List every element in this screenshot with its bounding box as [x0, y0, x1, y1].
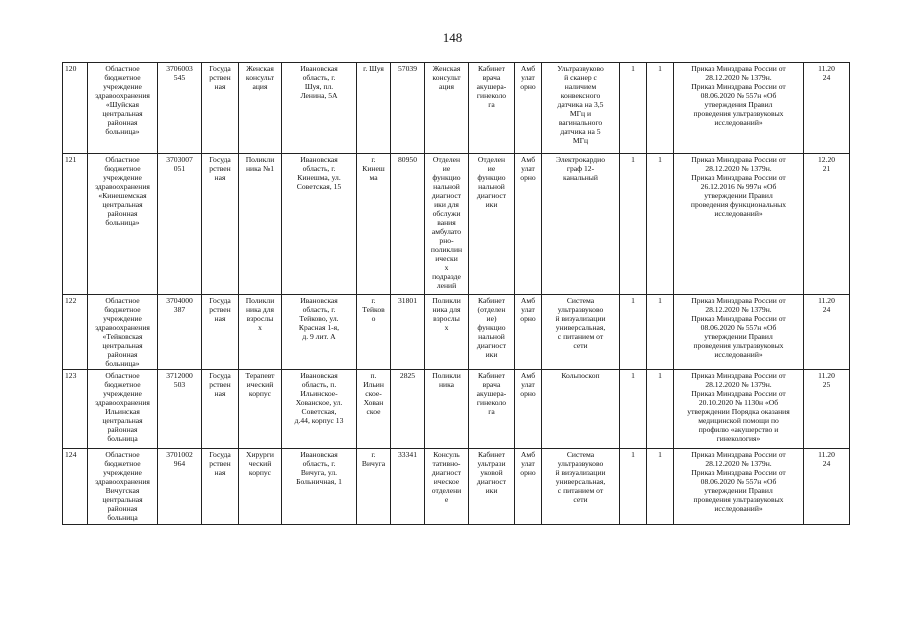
- address-cell: Ивановская область, г. Тейково, ул. Красная 1-я, д. 9 лит. А: [282, 295, 357, 370]
- city-cell: г. Шуя: [357, 63, 391, 154]
- room-cell: Отделен ие функцио нальной диагност ики: [469, 154, 515, 295]
- city-cell: г. Вичуга: [357, 449, 391, 524]
- table-row: [63, 154, 850, 295]
- quantity-cell: 1: [620, 370, 647, 449]
- quantity-cell: 1: [647, 295, 674, 370]
- equipment-cell: Кольпоскоп: [542, 370, 620, 449]
- code-cell: 3706003 545: [158, 63, 202, 154]
- page-number: 148: [442, 30, 463, 45]
- organization-cell: Областное бюджетное учреждение здравоохранения Вичугская центральная районная больница: [88, 449, 158, 524]
- population-cell: 2825: [391, 370, 425, 449]
- order-cell: Приказ Минздрава России от 28.12.2020 № 1379н. Приказ Минздрава России от 08.06.2020 № 557н «Об утверждении Правил проведения ультразвуковых исследований»: [674, 295, 804, 370]
- row-number: 123: [63, 370, 88, 449]
- care-type-cell: Амб улат орно: [515, 370, 542, 449]
- unit-cell: Поликли ника №1: [239, 154, 282, 295]
- city-cell: г. Кинеш ма: [357, 154, 391, 295]
- date-cell: 11.20 25: [804, 370, 850, 449]
- unit-cell: Терапевт ический корпус: [239, 370, 282, 449]
- row-number: 120: [63, 63, 88, 154]
- care-type-cell: Амб улат орно: [515, 449, 542, 524]
- code-cell: 3704000 387: [158, 295, 202, 370]
- room-cell: Кабинет врача акушера- гинеколо га: [469, 63, 515, 154]
- order-cell: Приказ Минздрава России от 28.12.2020 № 1379н. Приказ Минздрава России от 08.06.2020 № 557н «Об утверждения Правил проведения ультразвуковых исследований»: [674, 63, 804, 154]
- department-cell: Консуль тативно- диагност ическое отделени е: [425, 449, 469, 524]
- date-cell: 11.20 24: [804, 63, 850, 154]
- department-cell: Поликли ника для взрослы х: [425, 295, 469, 370]
- order-cell: Приказ Минздрава России от 28.12.2020 № 1379н. Приказ Минздрава России от 08.06.2020 № 557н «Об утверждении Правил проведения ультразвуковых исследований»: [674, 449, 804, 524]
- unit-cell: Хирурги ческий корпус: [239, 449, 282, 524]
- table-row: [63, 370, 850, 449]
- equipment-cell: Ультразвуково й сканер с наличием конвексного датчика на 3,5 МГц и вагинального датчика на 5 МГц: [542, 63, 620, 154]
- equipment-cell: Система ультразвуково й визуализации универсальная, с питанием от сети: [542, 449, 620, 524]
- date-cell: 12.20 21: [804, 154, 850, 295]
- care-type-cell: Амб улат орно: [515, 295, 542, 370]
- address-cell: Ивановская область, п. Ильинское- Хованское, ул. Советская, д.44, корпус 13: [282, 370, 357, 449]
- registry-table: [62, 62, 850, 525]
- ownership-cell: Госуда рствен ная: [202, 370, 239, 449]
- population-cell: 80950: [391, 154, 425, 295]
- ownership-cell: Госуда рствен ная: [202, 63, 239, 154]
- care-type-cell: Амб улат орно: [515, 63, 542, 154]
- quantity-cell: 1: [647, 449, 674, 524]
- unit-cell: Поликли ника для взрослы х: [239, 295, 282, 370]
- code-cell: 3703007 051: [158, 154, 202, 295]
- table-row: [63, 295, 850, 370]
- organization-cell: Областное бюджетное учреждение здравоохранения «Шуйская центральная районная больница»: [88, 63, 158, 154]
- room-cell: Кабинет ультрази уковой диагност ики: [469, 449, 515, 524]
- equipment-cell: Электрокардио граф 12- канальный: [542, 154, 620, 295]
- table-row: [63, 63, 850, 154]
- code-cell: 3712000 503: [158, 370, 202, 449]
- city-cell: п. Ильин ское- Хован ское: [357, 370, 391, 449]
- population-cell: 31801: [391, 295, 425, 370]
- unit-cell: Женская консульт ация: [239, 63, 282, 154]
- quantity-cell: 1: [620, 449, 647, 524]
- code-cell: 3701002 964: [158, 449, 202, 524]
- organization-cell: Областное бюджетное учреждение здравоохранения «Тейковская центральная районная больница»: [88, 295, 158, 370]
- population-cell: 33341: [391, 449, 425, 524]
- date-cell: 11.20 24: [804, 295, 850, 370]
- department-cell: Женская консульт ация: [425, 63, 469, 154]
- order-cell: Приказ Минздрава России от 28.12.2020 № 1379н. Приказ Минздрава России от 26.12.2016 № 997н «Об утверждении Правил проведения функциональных исследований»: [674, 154, 804, 295]
- population-cell: 57039: [391, 63, 425, 154]
- room-cell: Кабинет врача акушера- гинеколо га: [469, 370, 515, 449]
- ownership-cell: Госуда рствен ная: [202, 449, 239, 524]
- table-row: [63, 449, 850, 524]
- row-number: 124: [63, 449, 88, 524]
- quantity-cell: 1: [647, 63, 674, 154]
- row-number: 122: [63, 295, 88, 370]
- quantity-cell: 1: [620, 154, 647, 295]
- quantity-cell: 1: [620, 63, 647, 154]
- organization-cell: Областное бюджетное учреждение здравоохранения «Кинешемская центральная районная больница»: [88, 154, 158, 295]
- quantity-cell: 1: [647, 370, 674, 449]
- quantity-cell: 1: [620, 295, 647, 370]
- date-cell: 11.20 24: [804, 449, 850, 524]
- address-cell: Ивановская область, г. Вичуга, ул. Больничная, 1: [282, 449, 357, 524]
- address-cell: Ивановская область, г. Шуя, пл. Ленина, 5А: [282, 63, 357, 154]
- department-cell: Поликли ника: [425, 370, 469, 449]
- quantity-cell: 1: [647, 154, 674, 295]
- organization-cell: Областное бюджетное учреждение здравоохранения Ильинская центральная районная больница: [88, 370, 158, 449]
- room-cell: Кабинет (отделен ие) функцио нальной диагност ики: [469, 295, 515, 370]
- care-type-cell: Амб улат орно: [515, 154, 542, 295]
- row-number: 121: [63, 154, 88, 295]
- ownership-cell: Госуда рствен ная: [202, 154, 239, 295]
- city-cell: г. Тейков о: [357, 295, 391, 370]
- address-cell: Ивановская область, г. Кинешма, ул. Советская, 15: [282, 154, 357, 295]
- department-cell: Отделен ие функцио нальной диагност ики для обслужи вания амбулато рно- поликлин ически х подразде лений: [425, 154, 469, 295]
- equipment-cell: Система ультразвуково й визуализации универсальная, с питанием от сети: [542, 295, 620, 370]
- ownership-cell: Госуда рствен ная: [202, 295, 239, 370]
- order-cell: Приказ Минздрава России от 28.12.2020 № 1379н. Приказ Минздрава России от 20.10.2020 № 1130н «Об утверждении Порядка оказания медицинской помощи по профилю «акушерство и гинекология»: [674, 370, 804, 449]
